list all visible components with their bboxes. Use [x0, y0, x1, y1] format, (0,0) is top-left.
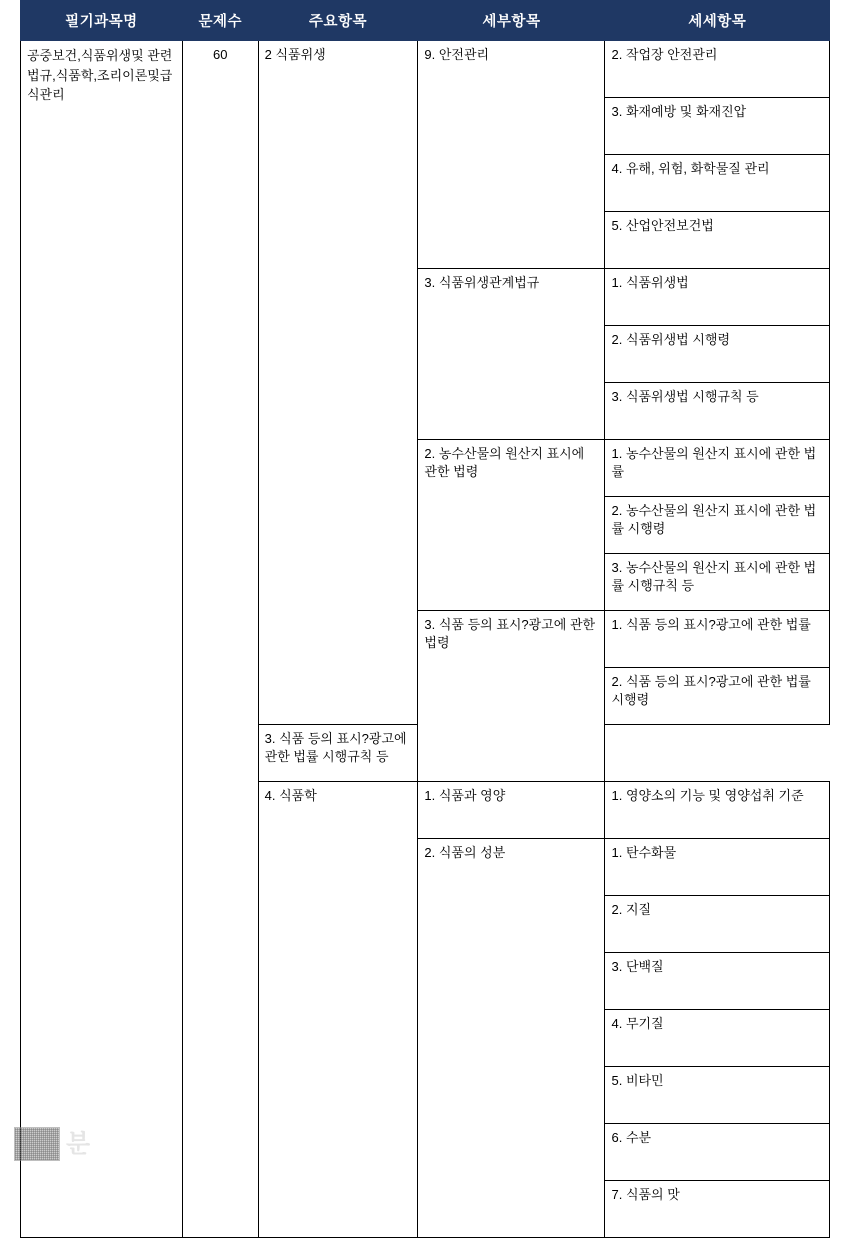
cell-detail-item: 1. 농수산물의 원산지 표시에 관한 법률 [605, 440, 830, 497]
cell-sub-item: 9. 안전관리 [418, 41, 605, 269]
cell-detail-item: 3. 단백질 [605, 953, 830, 1010]
cell-detail-item: 2. 식품위생법 시행령 [605, 326, 830, 383]
cell-detail-item: 3. 식품 등의 표시?광고에 관한 법률 시행규칙 등 [258, 725, 418, 782]
cell-detail-item: 4. 무기질 [605, 1010, 830, 1067]
column-header-subject: 필기과목명 [21, 1, 183, 41]
watermark-label: 분 [66, 1129, 91, 1158]
cell-detail-item: 2. 식품 등의 표시?광고에 관한 법률 시행령 [605, 668, 830, 725]
cell-main-item: 2 식품위생 [258, 41, 418, 725]
cell-detail-item: 2. 지질 [605, 896, 830, 953]
cell-sub-item: 2. 농수산물의 원산지 표시에 관한 법령 [418, 440, 605, 611]
cell-detail-item: 1. 영양소의 기능 및 영양섭취 기준 [605, 782, 830, 839]
cell-detail-item: 5. 비타민 [605, 1067, 830, 1124]
column-header-detail-item: 세세항목 [605, 1, 830, 41]
column-header-sub-item: 세부항목 [418, 1, 605, 41]
cell-sub-item: 1. 식품과 영양 [418, 782, 605, 839]
column-header-main-item: 주요항목 [258, 1, 418, 41]
table-body [21, 41, 830, 1238]
cell-detail-item: 3. 화재예방 및 화재진압 [605, 98, 830, 155]
exam-outline-table [20, 0, 830, 1238]
cell-detail-item: 4. 유해, 위험, 화학물질 관리 [605, 155, 830, 212]
cell-detail-item: 1. 식품위생법 [605, 269, 830, 326]
cell-detail-item: 1. 식품 등의 표시?광고에 관한 법률 [605, 611, 830, 668]
cell-detail-item: 5. 산업안전보건법 [605, 212, 830, 269]
column-header-question-count: 문제수 [182, 1, 258, 41]
cell-detail-item: 2. 농수산물의 원산지 표시에 관한 법률 시행령 [605, 497, 830, 554]
watermark-pattern-icon [14, 1127, 60, 1161]
table-header-row [21, 1, 830, 41]
cell-detail-item: 3. 농수산물의 원산지 표시에 관한 법률 시행규칙 등 [605, 554, 830, 611]
cell-sub-item: 3. 식품 등의 표시?광고에 관한 법령 [418, 611, 605, 782]
cell-detail-item: 1. 탄수화물 [605, 839, 830, 896]
cell-detail-item: 2. 작업장 안전관리 [605, 41, 830, 98]
cell-main-item: 4. 식품학 [258, 782, 418, 1238]
cell-sub-item: 2. 식품의 성분 [418, 839, 605, 1238]
watermark [14, 1127, 124, 1161]
cell-sub-item: 3. 식품위생관계법규 [418, 269, 605, 440]
table-header [21, 1, 830, 41]
cell-subject: 공중보건,식품위생및 관련법규,식품학,조리이론및급식관리 [21, 41, 183, 1238]
table-row [21, 41, 830, 98]
cell-question-count: 60 [182, 41, 258, 1238]
cell-detail-item: 6. 수분 [605, 1124, 830, 1181]
cell-detail-item: 3. 식품위생법 시행규칙 등 [605, 383, 830, 440]
cell-detail-item: 7. 식품의 맛 [605, 1181, 830, 1238]
